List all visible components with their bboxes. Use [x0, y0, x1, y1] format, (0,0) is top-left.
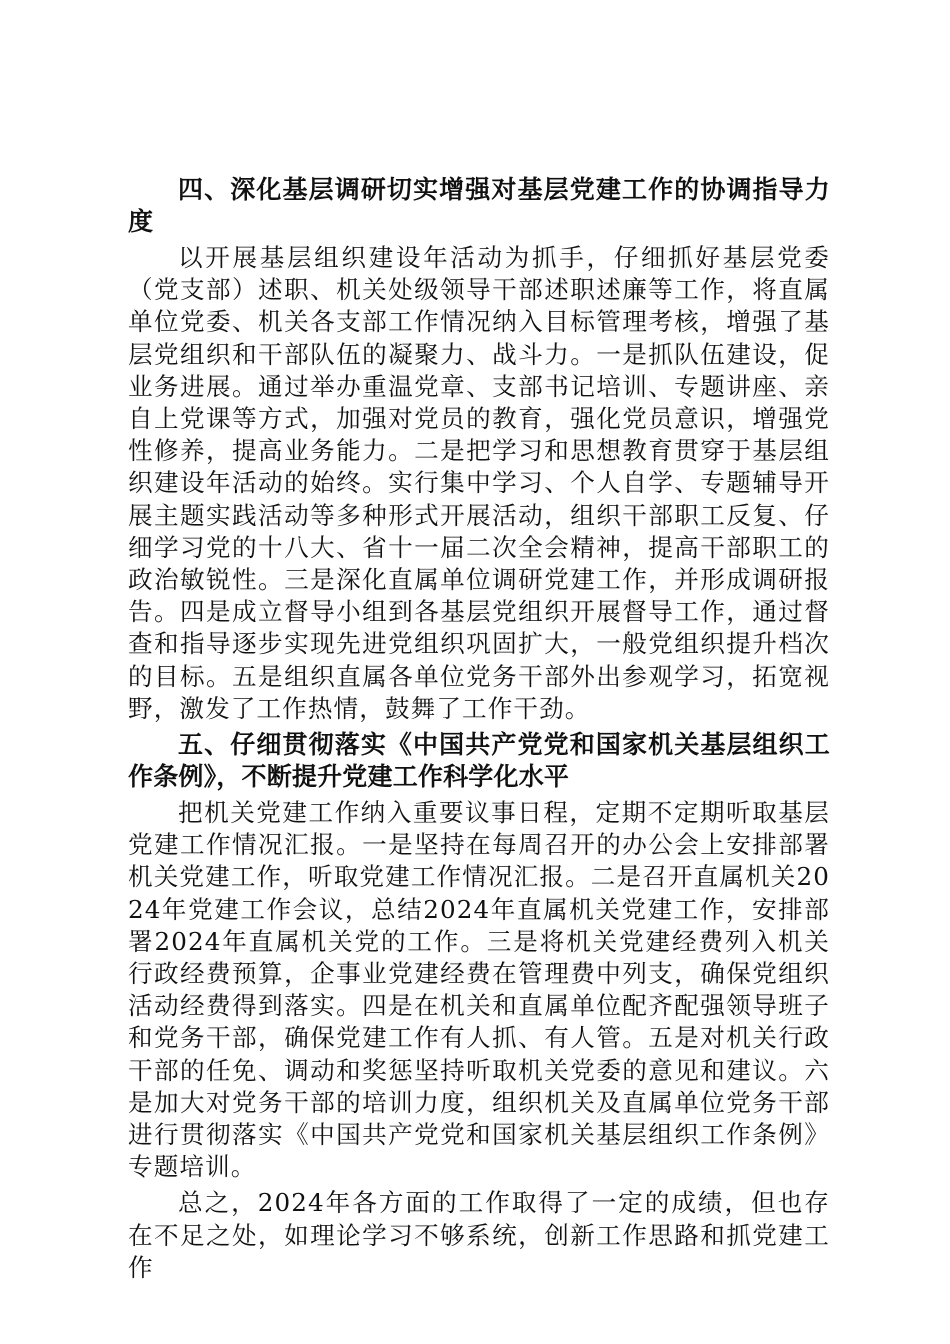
section-heading-4: 四、深化基层调研切实增强对基层党建工作的协调指导力度: [128, 175, 830, 236]
section-body-4: 以开展基层组织建设年活动为抓手，仔细抓好基层党委（党支部）述职、机关处级领导干部述职述廉等工作，将直属单位党委、机关各支部工作情况纳入目标管理考核，增强了基层党组织和干部队伍的凝聚力、战斗力。一是抓队伍建设，促业务进展。通过举办重温党章、支部书记培训、专题讲座、亲自上党课等方式，加强对党员的教育，强化党员意识，增强党性修养，提高业务能力。二是把学习和思想教育贯穿于基层组织建设年活动的始终。实行集中学习、个人自学、专题辅导开展主题实践活动等多种形式开展活动，组织干部职工反复、仔细学习党的十八大、省十一届二次全会精神，提高干部职工的政治敏锐性。三是深化直属单位调研党建工作，并形成调研报告。四是成立督导小组到各基层党组织开展督导工作，通过督查和指导逐步实现先进党组织巩固扩大，一般党组织提升档次的目标。五是组织直属各单位党务干部外出参观学习，拓宽视野，激发了工作热情，鼓舞了工作干劲。: [128, 243, 830, 723]
closing-paragraph: 总之，2024年各方面的工作取得了一定的成绩，但也存在不足之处，如理论学习不够系统，创新工作思路和抓党建工作: [128, 1188, 830, 1282]
section-body-5: 把机关党建工作纳入重要议事日程，定期不定期听取基层党建工作情况汇报。一是坚持在每周召开的办公会上安排部署机关党建工作，听取党建工作情况汇报。二是召开直属机关2024年党建工作会议，总结2024年直属机关党建工作，安排部署2024年直属机关党的工作。三是将机关党建经费列入机关行政经费预算，企事业党建经费在管理费中列支，确保党组织活动经费得到落实。四是在机关和直属单位配齐配强领导班子和党务干部，确保党建工作有人抓、有人管。五是对机关行政干部的任免、调动和奖惩坚持听取机关党委的意见和建议。六是加大对党务干部的培训力度，组织机关及直属单位党务干部进行贯彻落实《中国共产党党和国家机关基层组织工作条例》专题培训。: [128, 798, 830, 1182]
document-page: [128, 174, 830, 1282]
section-heading-5: 五、仔细贯彻落实《中国共产党党和国家机关基层组织工作条例》，不断提升党建工作科学化水平: [128, 730, 830, 792]
